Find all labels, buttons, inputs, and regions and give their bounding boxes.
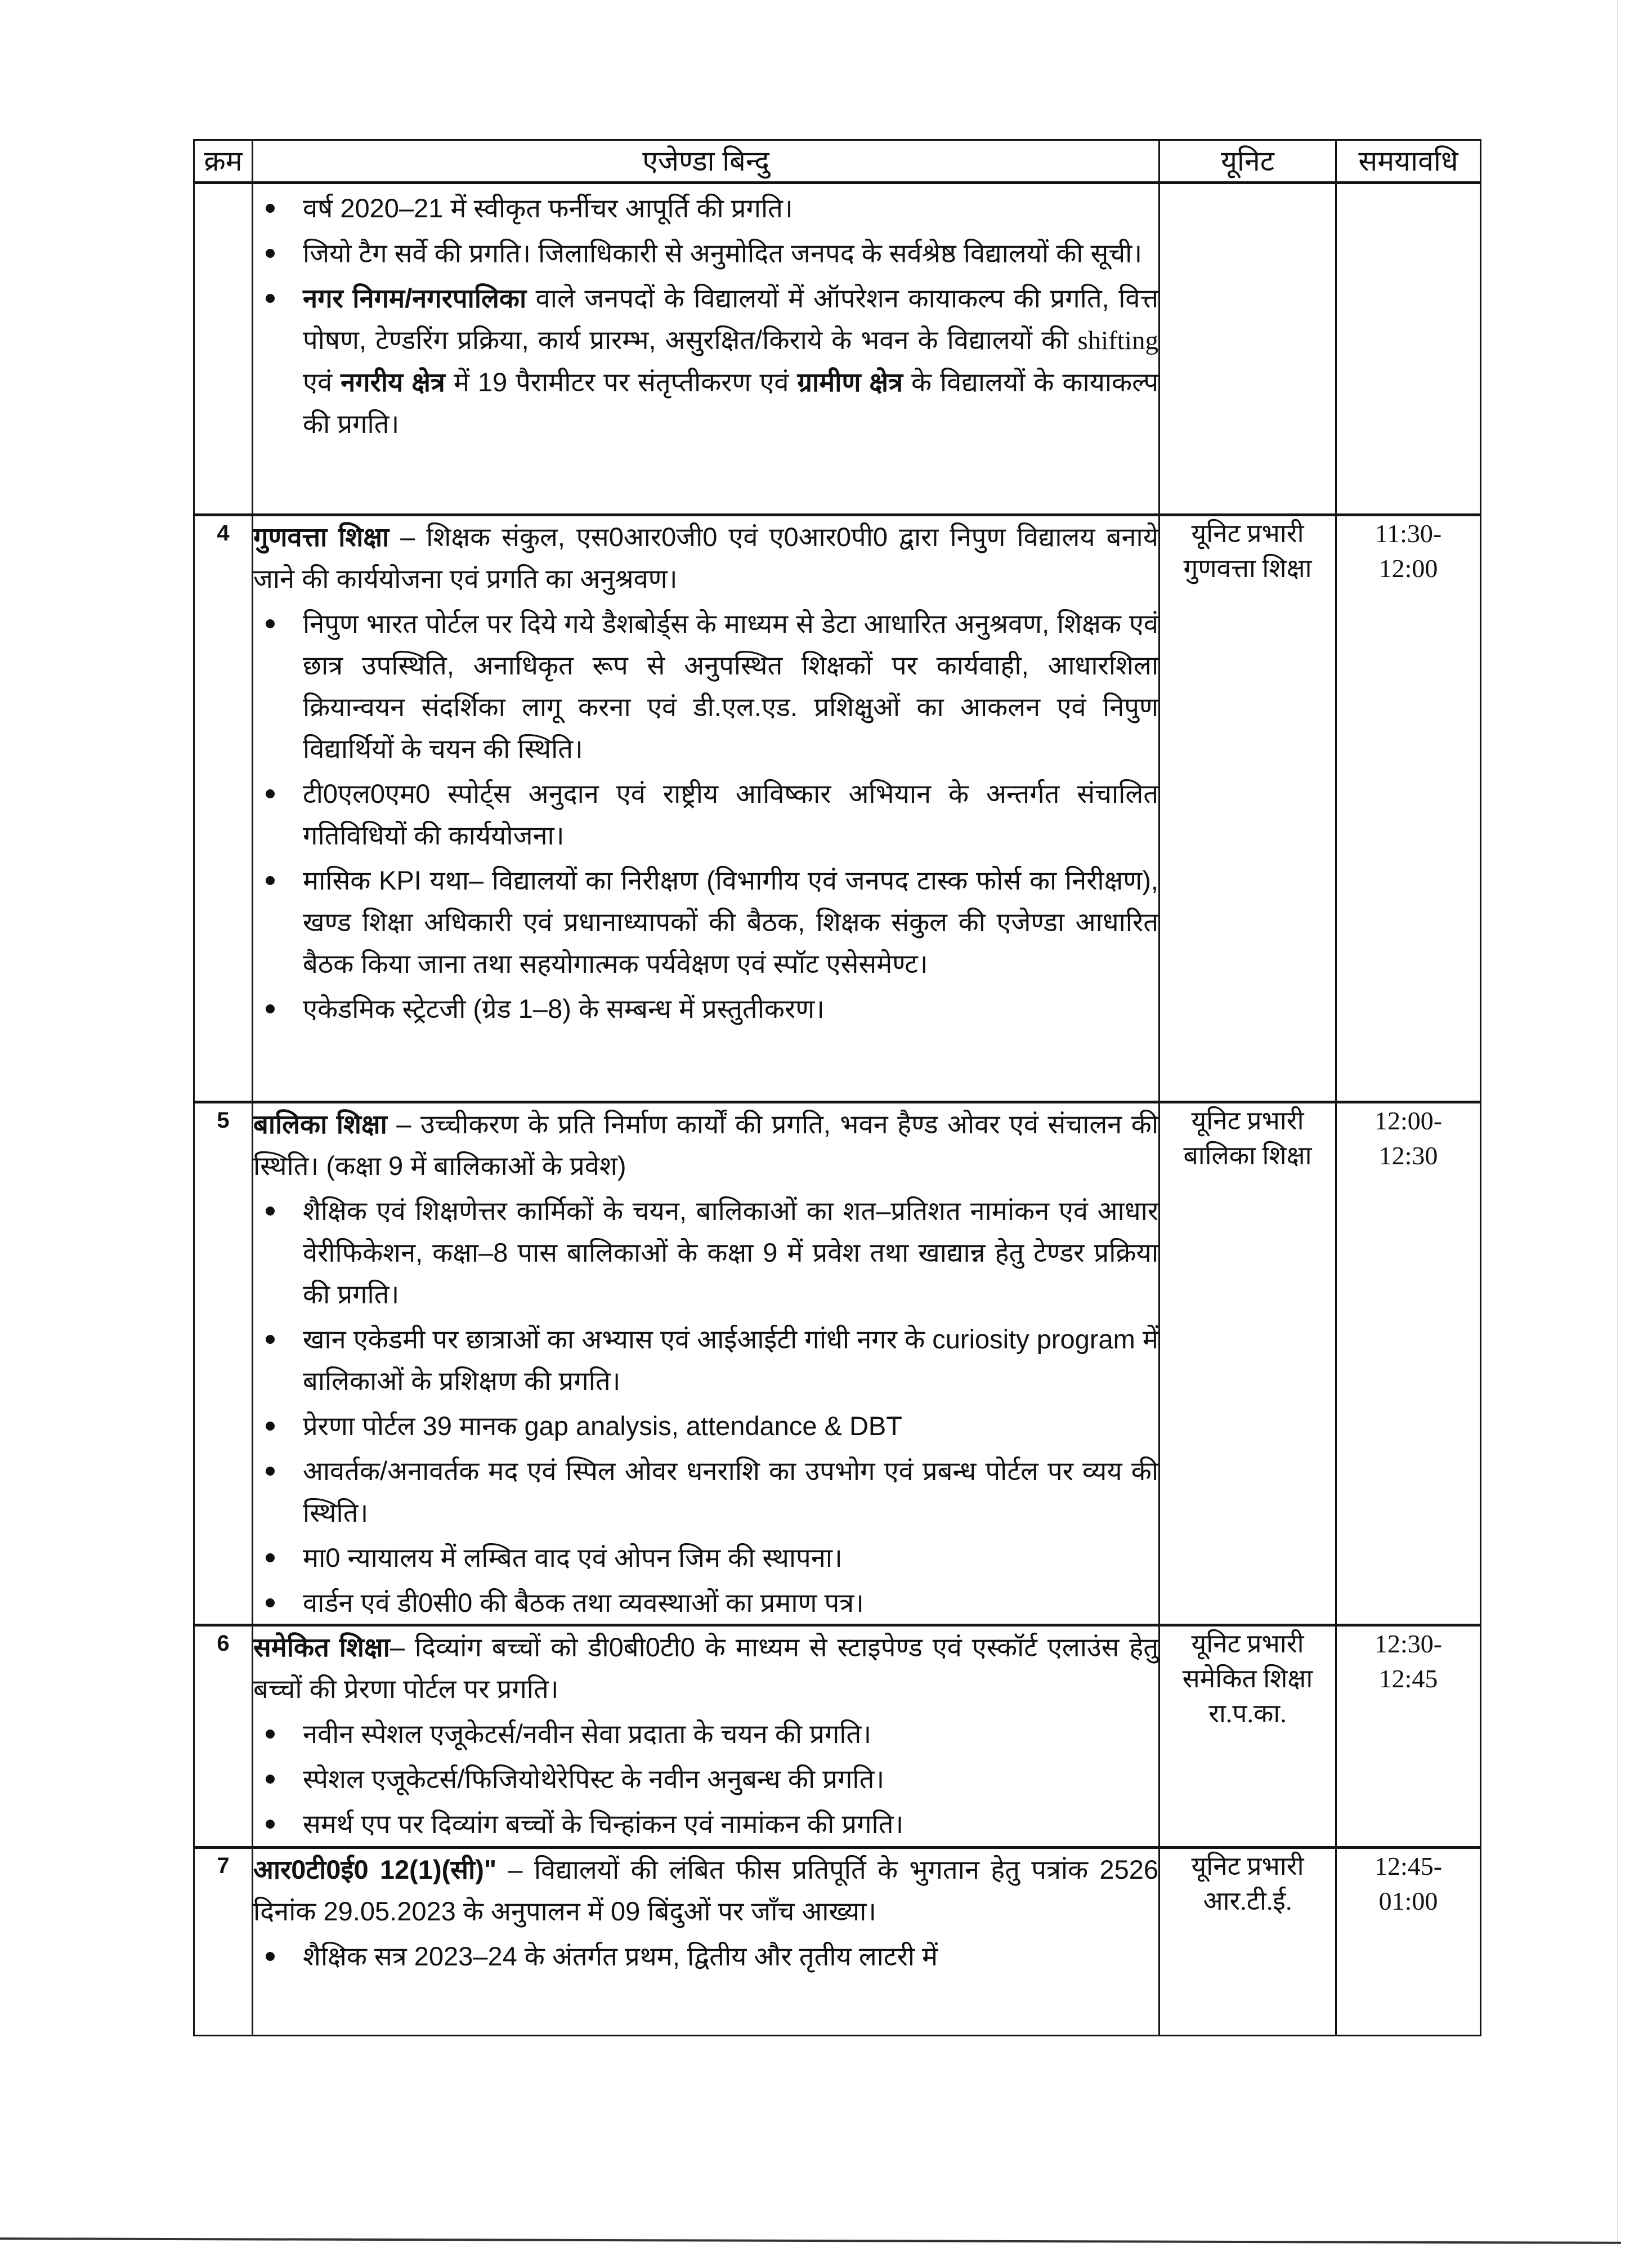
agenda-points bbox=[253, 1713, 1158, 1845]
table-row bbox=[194, 1848, 1481, 2036]
agenda-heading: समेकित शिक्षा bbox=[253, 1632, 390, 1662]
bullet-icon bbox=[266, 876, 275, 885]
bullet-icon bbox=[266, 1335, 275, 1344]
bullet-icon bbox=[266, 619, 275, 628]
time-cell: 12:00- 12:30 bbox=[1336, 1102, 1481, 1625]
bullet-icon bbox=[266, 204, 275, 213]
bullet-icon bbox=[266, 1207, 275, 1216]
agenda-point: नगर निगम/नगरपालिका वाले जनपदों के विद्यालयों में ऑपरेशन कायाकल्प की प्रगति, वित्त पोषण, टेण्डरिंग प्रक्रिया, कार्य प्रारम्भ, असुरक्षित/किराये के भवन के विद्यालयों की shifting एवं नगरीय क्षेत्र में 19 पैरामीटर पर संतृप्तीकरण एवं ग्रामीण क्षेत्र के विद्यालयों के कायाकल्प की प्रगति। bbox=[253, 278, 1158, 445]
bullet-icon bbox=[266, 1820, 275, 1829]
scan-edge bbox=[1617, 0, 1618, 2246]
serial-cell: 5 bbox=[194, 1102, 253, 1625]
agenda-points bbox=[253, 187, 1158, 445]
agenda-point: जियो टैग सर्वे की प्रगति। जिलाधिकारी से अनुमोदित जनपद के सर्वश्रेष्ठ विद्यालयों की सूची। bbox=[253, 233, 1158, 274]
agenda-lead: गुणवत्ता शिक्षा – शिक्षक संकुल, एस0आर0जी0 एवं ए0आर0पी0 द्वारा निपुण विद्यालय बनाये जाने की कार्ययोजना एवं प्रगति का अनुश्रवण। bbox=[253, 522, 1158, 593]
table-row bbox=[194, 515, 1481, 1102]
agenda-cell bbox=[253, 1102, 1159, 1625]
agenda-point: खान एकेडमी पर छात्राओं का अभ्यास एवं आईआईटी गांधी नगर के curiosity program में बालिकाओं के प्रशिक्षण की प्रगति। bbox=[253, 1319, 1158, 1402]
bullet-icon bbox=[266, 1422, 275, 1431]
agenda-point: वर्ष 2020–21 में स्वीकृत फर्नीचर आपूर्ति की प्रगति। bbox=[253, 187, 1158, 229]
agenda-point: समर्थ एप पर दिव्यांग बच्चों के चिन्हांकन एवं नामांकन की प्रगति। bbox=[253, 1803, 1158, 1845]
time-cell bbox=[1336, 183, 1481, 515]
unit-cell: यूनिट प्रभारी आर.टी.ई. bbox=[1159, 1848, 1336, 2036]
table-row bbox=[194, 1102, 1481, 1625]
unit-cell: यूनिट प्रभारी बालिका शिक्षा bbox=[1159, 1102, 1336, 1625]
agenda-lead: बालिका शिक्षा – उच्चीकरण के प्रति निर्माण कार्यों की प्रगति, भवन हैण्ड ओवर एवं संचालन की स्थिति। (कक्षा 9 में बालिकाओं के प्रवेश) bbox=[253, 1109, 1158, 1181]
time-cell: 11:30- 12:00 bbox=[1336, 515, 1481, 1102]
agenda-table bbox=[193, 139, 1481, 2036]
header-duration: समयावधि bbox=[1336, 140, 1481, 183]
agenda-point: शैक्षिक एवं शिक्षणेत्तर कार्मिकों के चयन, बालिकाओं का शत–प्रतिशत नामांकन एवं आधार वेरीफिकेशन, कक्षा–8 पास बालिकाओं के कक्षा 9 में प्रवेश तथा खाद्यान्न हेतु टेण्डर प्रक्रिया की प्रगति। bbox=[253, 1190, 1158, 1315]
agenda-point: प्रेरणा पोर्टल 39 मानक gap analysis, attendance & DBT bbox=[253, 1405, 1158, 1447]
agenda-heading: गुणवत्ता शिक्षा bbox=[253, 522, 390, 552]
bullet-icon bbox=[266, 789, 275, 798]
header-serial: क्रम bbox=[194, 140, 253, 183]
bullet-icon bbox=[266, 1467, 275, 1476]
unit-cell bbox=[1159, 183, 1336, 515]
agenda-heading: बालिका शिक्षा bbox=[253, 1109, 387, 1139]
time-cell: 12:30- 12:45 bbox=[1336, 1625, 1481, 1848]
bullet-icon bbox=[266, 1730, 275, 1739]
serial-cell: 4 bbox=[194, 515, 253, 1102]
bullet-icon bbox=[266, 1775, 275, 1784]
header-agenda: एजेण्डा बिन्दु bbox=[253, 140, 1159, 183]
serial-cell bbox=[194, 183, 253, 515]
agenda-point: निपुण भारत पोर्टल पर दिये गये डैशबोर्ड्स के माध्यम से डेटा आधारित अनुश्रवण, शिक्षक एवं छात्र उपस्थिति, अनाधिकृत रूप से अनुपस्थित शिक्षकों पर कार्यवाही, आधारशिला क्रियान्वयन संदर्शिका लागू करना एवं डी.एल.एड. प्रशिक्षुओं का आकलन एवं निपुण विद्यार्थियों के चयन की स्थिति। bbox=[253, 603, 1158, 770]
agenda-cell bbox=[253, 1848, 1159, 2036]
agenda-point: आवर्तक/अनावर्तक मद एवं स्पिल ओवर धनराशि का उपभोग एवं प्रबन्ध पोर्टल पर व्यय की स्थिति। bbox=[253, 1450, 1158, 1534]
bullet-icon bbox=[266, 1598, 275, 1607]
agenda-point: एकेडमिक स्ट्रेटजी (ग्रेड 1–8) के सम्बन्ध में प्रस्तुतीकरण। bbox=[253, 988, 1158, 1030]
bullet-icon bbox=[266, 1004, 275, 1013]
table-row bbox=[194, 1625, 1481, 1848]
agenda-cell bbox=[253, 515, 1159, 1102]
serial-cell: 7 bbox=[194, 1848, 253, 2036]
agenda-point: स्पेशल एजूकेटर्स/फिजियोथेरेपिस्ट के नवीन अनुबन्ध की प्रगति। bbox=[253, 1758, 1158, 1800]
bullet-icon bbox=[266, 1553, 275, 1562]
time-cell: 12:45- 01:00 bbox=[1336, 1848, 1481, 2036]
unit-cell: यूनिट प्रभारी गुणवत्ता शिक्षा bbox=[1159, 515, 1336, 1102]
agenda-points bbox=[253, 1190, 1158, 1624]
agenda-point: वार्डन एवं डी0सी0 की बैठक तथा व्यवस्थाओं का प्रमाण पत्र। bbox=[253, 1582, 1158, 1624]
header-unit: यूनिट bbox=[1159, 140, 1336, 183]
agenda-point: मासिक KPI यथा– विद्यालयों का निरीक्षण (विभागीय एवं जनपद टास्क फोर्स का निरीक्षण), खण्ड शिक्षा अधिकारी एवं प्रधानाध्यापकों की बैठक, शिक्षक संकुल की एजेण्डा आधारित बैठक किया जाना तथा सहयोगात्मक पर्यवेक्षण एवं स्पॉट एसेसमेण्ट। bbox=[253, 860, 1158, 985]
bold-term: नगरीय क्षेत्र bbox=[341, 367, 445, 397]
agenda-heading: आर0टी0ई0 12(1)(सी)" bbox=[253, 1855, 497, 1884]
agenda-lead: आर0टी0ई0 12(1)(सी)" – विद्यालयों की लंबित फीस प्रतिपूर्ति के भुगतान हेतु पत्रांक 2526 दिनांक 29.05.2023 के अनुपालन में 09 बिंदुओं पर जाँच आख्या। bbox=[253, 1855, 1158, 1926]
agenda-point: टी0एल0एम0 स्पोर्ट्स अनुदान एवं राष्ट्रीय आविष्कार अभियान के अन्तर्गत संचालित गतिविधियों की कार्ययोजना। bbox=[253, 773, 1158, 856]
agenda-cell bbox=[253, 1625, 1159, 1848]
bullet-icon bbox=[266, 294, 275, 303]
header-row bbox=[194, 140, 1481, 183]
bold-term: नगर निगम/नगरपालिका bbox=[303, 283, 527, 313]
agenda-points bbox=[253, 1936, 1158, 1977]
agenda-point: नवीन स्पेशल एजूकेटर्स/नवीन सेवा प्रदाता के चयन की प्रगति। bbox=[253, 1713, 1158, 1755]
agenda-cell bbox=[253, 183, 1159, 515]
bullet-icon bbox=[266, 1952, 275, 1961]
agenda-point: शैक्षिक सत्र 2023–24 के अंतर्गत प्रथम, द्वितीय और तृतीय लाटरी में bbox=[253, 1936, 1158, 1977]
agenda-lead: समेकित शिक्षा– दिव्यांग बच्चों को डी0बी0टी0 के माध्यम से स्टाइपेण्ड एवं एस्कॉर्ट एलाउंस हेतु बच्चों की प्रेरणा पोर्टल पर प्रगति। bbox=[253, 1632, 1159, 1704]
scan-edge bbox=[0, 2237, 1621, 2244]
serial-cell: 6 bbox=[194, 1625, 253, 1848]
agenda-point: मा0 न्यायालय में लम्बित वाद एवं ओपन जिम की स्थापना। bbox=[253, 1537, 1158, 1579]
bullet-icon bbox=[266, 249, 275, 258]
agenda-points bbox=[253, 603, 1158, 1030]
table-row-continued bbox=[194, 183, 1481, 515]
unit-cell: यूनिट प्रभारी समेकित शिक्षा रा.प.का. bbox=[1159, 1625, 1336, 1848]
bold-term: ग्रामीण क्षेत्र bbox=[797, 367, 903, 397]
